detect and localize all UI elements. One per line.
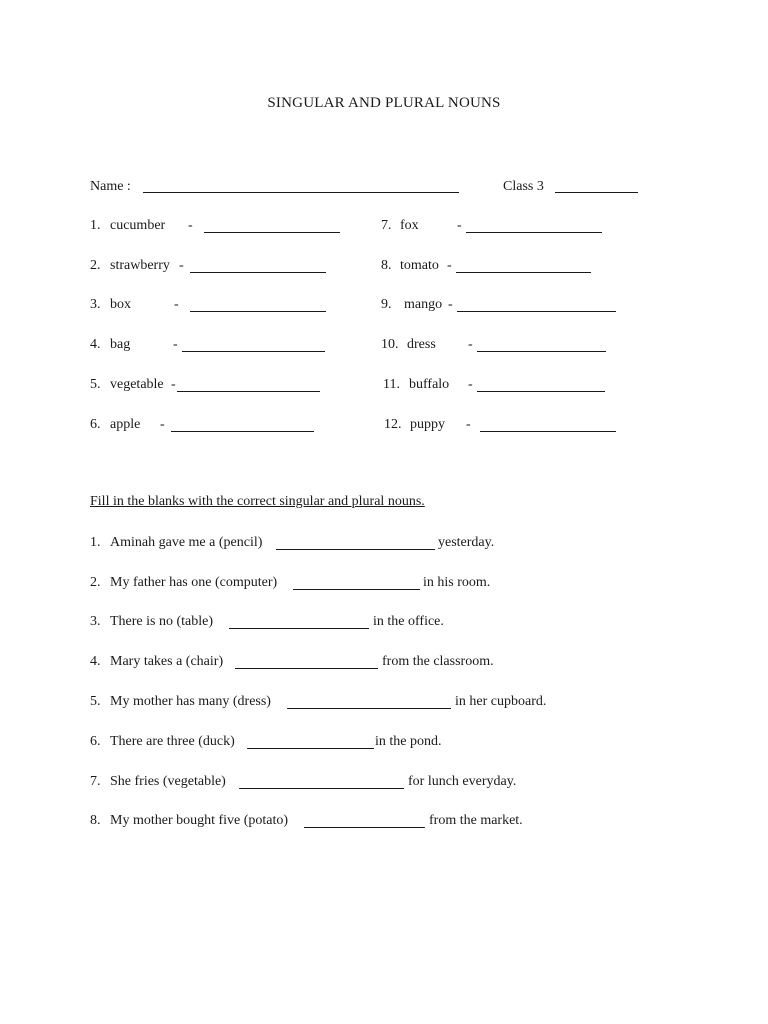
- sentence-text: from the classroom.: [382, 654, 494, 669]
- item-dash: -: [468, 377, 473, 392]
- answer-blank[interactable]: [190, 272, 326, 273]
- item-dash: -: [179, 258, 184, 273]
- item-number: 2.: [90, 258, 101, 273]
- answer-blank[interactable]: [304, 827, 425, 828]
- item-number: 8.: [381, 258, 392, 273]
- name-blank[interactable]: [143, 192, 459, 193]
- item-number: 12.: [384, 417, 402, 432]
- answer-blank[interactable]: [466, 232, 602, 233]
- item-dash: -: [171, 377, 176, 392]
- answer-blank[interactable]: [190, 311, 326, 312]
- answer-blank[interactable]: [293, 589, 420, 590]
- class-label: Class 3: [503, 179, 544, 194]
- sentence-text: My mother bought five (potato): [110, 813, 289, 828]
- sentence-text: for lunch everyday.: [408, 774, 517, 789]
- sentence-text: in his room.: [423, 575, 491, 590]
- answer-blank[interactable]: [177, 391, 320, 392]
- item-number: 3.: [90, 297, 101, 312]
- page-title: SINGULAR AND PLURAL NOUNS: [267, 95, 501, 111]
- sentence-number: 5.: [90, 694, 101, 709]
- item-dash: -: [468, 337, 473, 352]
- sentence-number: 8.: [90, 813, 101, 828]
- item-dash: -: [457, 218, 462, 233]
- item-word: buffalo: [409, 377, 450, 392]
- answer-blank[interactable]: [287, 708, 451, 709]
- item-number: 7.: [381, 218, 392, 233]
- item-dash: -: [188, 218, 193, 233]
- item-word: mango: [404, 297, 443, 312]
- item-number: 5.: [90, 377, 101, 392]
- item-word: apple: [110, 417, 141, 432]
- answer-blank[interactable]: [247, 748, 374, 749]
- item-word: strawberry: [110, 258, 170, 273]
- sentence-text: in the pond.: [375, 734, 442, 749]
- item-word: tomato: [400, 258, 439, 273]
- instruction-heading: Fill in the blanks with the correct singular and plural nouns.: [90, 494, 425, 509]
- item-dash: -: [173, 337, 178, 352]
- item-word: vegetable: [110, 377, 164, 392]
- answer-blank[interactable]: [229, 628, 369, 629]
- item-number: 9.: [381, 297, 392, 312]
- item-number: 1.: [90, 218, 101, 233]
- answer-blank[interactable]: [276, 549, 435, 550]
- sentence-text: She fries (vegetable): [110, 774, 226, 789]
- sentence-text: There is no (table): [110, 614, 214, 629]
- item-word: cucumber: [110, 218, 166, 233]
- item-dash: -: [447, 258, 452, 273]
- sentence-text: yesterday.: [438, 535, 495, 550]
- item-word: puppy: [410, 417, 445, 432]
- item-word: bag: [110, 337, 131, 352]
- item-dash: -: [160, 417, 165, 432]
- answer-blank[interactable]: [480, 431, 616, 432]
- answer-blank[interactable]: [477, 351, 606, 352]
- item-number: 11.: [383, 377, 400, 392]
- item-dash: -: [466, 417, 471, 432]
- answer-blank[interactable]: [235, 668, 378, 669]
- item-dash: -: [448, 297, 453, 312]
- sentence-number: 7.: [90, 774, 101, 789]
- item-word: fox: [400, 218, 419, 233]
- sentence-text: in the office.: [373, 614, 444, 629]
- sentence-text: My mother has many (dress): [110, 694, 271, 709]
- sentence-number: 2.: [90, 575, 101, 590]
- answer-blank[interactable]: [457, 311, 616, 312]
- sentence-text: Mary takes a (chair): [110, 654, 224, 669]
- class-blank[interactable]: [555, 192, 638, 193]
- name-label: Name :: [90, 179, 131, 194]
- sentence-text: There are three (duck): [110, 734, 235, 749]
- item-dash: -: [174, 297, 179, 312]
- sentence-number: 3.: [90, 614, 101, 629]
- item-word: dress: [407, 337, 436, 352]
- answer-blank[interactable]: [239, 788, 404, 789]
- answer-blank[interactable]: [456, 272, 591, 273]
- answer-blank[interactable]: [171, 431, 314, 432]
- sentence-number: 1.: [90, 535, 101, 550]
- sentence-text: Aminah gave me a (pencil): [110, 535, 263, 550]
- item-number: 6.: [90, 417, 101, 432]
- item-number: 10.: [381, 337, 399, 352]
- item-number: 4.: [90, 337, 101, 352]
- sentence-text: in her cupboard.: [455, 694, 547, 709]
- item-word: box: [110, 297, 131, 312]
- answer-blank[interactable]: [477, 391, 605, 392]
- sentence-number: 6.: [90, 734, 101, 749]
- sentence-text: from the market.: [429, 813, 523, 828]
- sentence-number: 4.: [90, 654, 101, 669]
- answer-blank[interactable]: [182, 351, 325, 352]
- answer-blank[interactable]: [204, 232, 340, 233]
- sentence-text: My father has one (computer): [110, 575, 278, 590]
